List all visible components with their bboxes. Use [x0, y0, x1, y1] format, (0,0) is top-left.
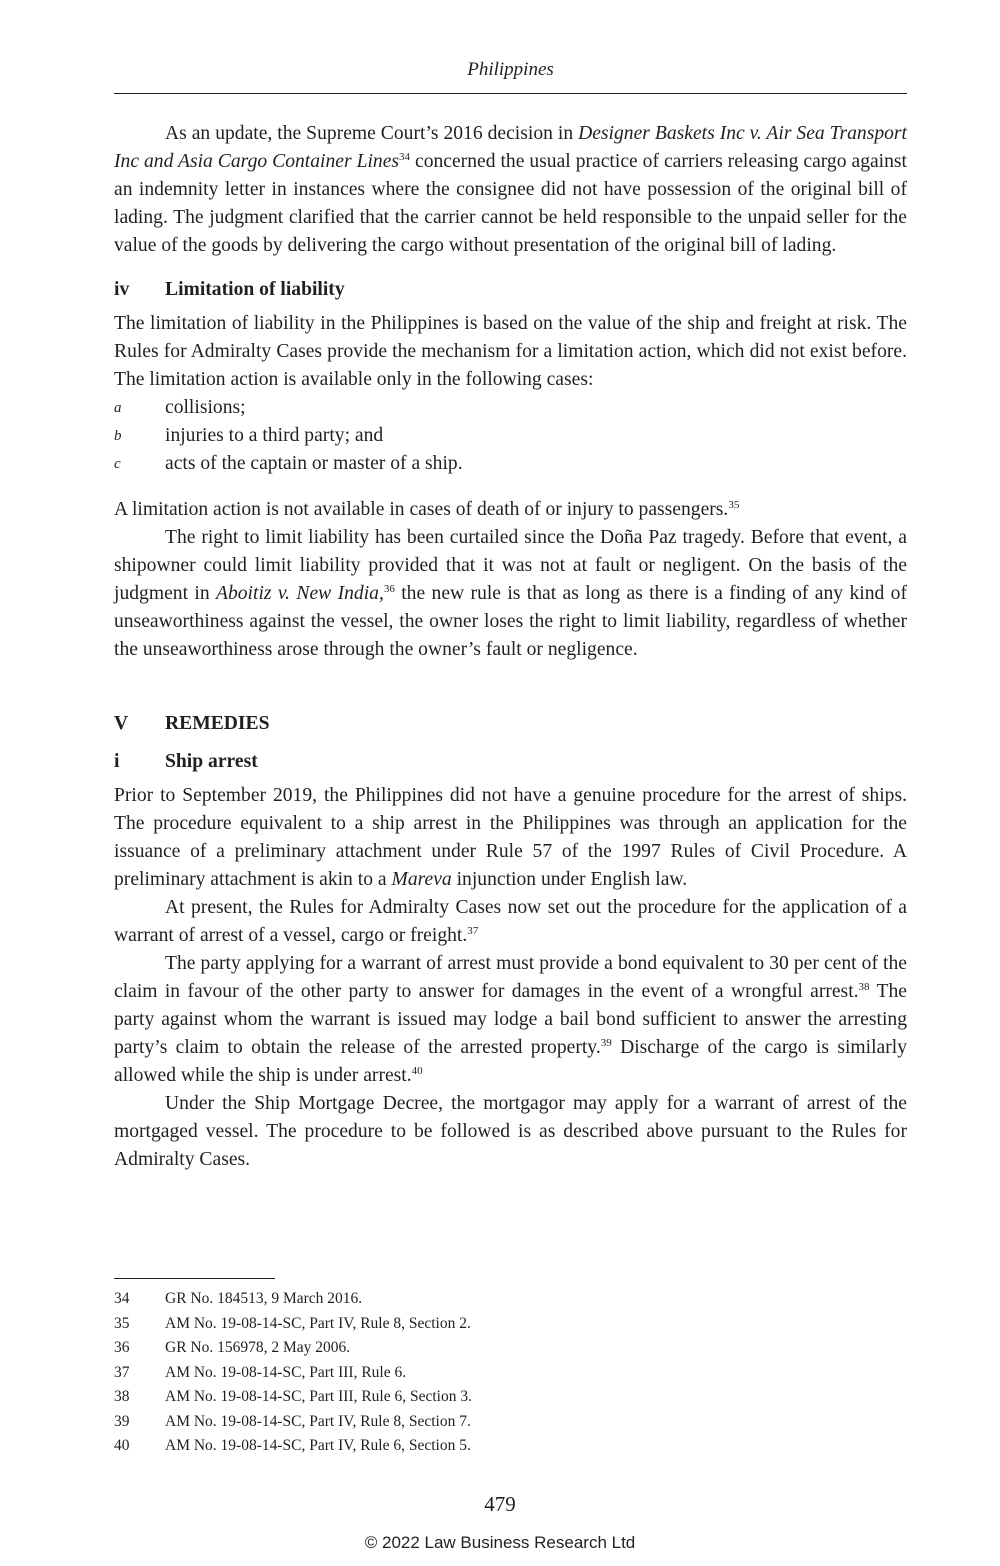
paragraph-bond [114, 950, 907, 1090]
footnote-text: GR No. 156978, 2 May 2006. [165, 1339, 351, 1356]
paragraph-update [114, 120, 907, 260]
footnote-number: 39 [114, 1412, 130, 1430]
footnote-number: 38 [114, 1388, 130, 1405]
text-run: the new rule is that as long as there is a finding of any kind of unseaworthiness against the vessel, the owner loses the right to limit liability, regardless of whether the unseaworthiness arose through the owner’s fault or negligence. [114, 583, 907, 660]
text-run: The party applying for a warrant of arrest must provide a bond equivalent to 30 per cent of the claim in favour of the other party to answer for damages in the event of a wrongful arrest. [114, 953, 907, 1002]
text-run: The right to limit liability has been curtailed since the Doña Paz tragedy. Before that event, a shipowner could limit liability provided that it was not at fault or negligent. On the basis of the judgment in [114, 527, 907, 604]
page-body [114, 120, 907, 1174]
footnote-text: AM No. 19-08-14-SC, Part IV, Rule 8, Section 7. [165, 1412, 471, 1430]
footnote-ref: 40 [411, 1065, 423, 1077]
paragraph-not-available [114, 496, 907, 524]
footnote-ref: 34 [399, 151, 411, 163]
header-rule [114, 93, 907, 94]
footnote-ref: 37 [467, 925, 479, 937]
footnote [114, 1410, 907, 1435]
subsection-number: iv [114, 279, 130, 300]
paragraph-limitation-intro: The limitation of liability in the Philippines is based on the value of the ship and freight at risk. The Rules for Admiralty Cases provide the mechanism for a limitation action, which did not exist before. The limitation action is available only in the following cases: [114, 313, 907, 390]
text-run: Prior to September 2019, the Philippines did not have a genuine procedure for the arrest of ships. The procedure equivalent to a ship arrest in the Philippines was through an application for the issuance of a preliminary attachment under Rule 57 of the 1997 Rules of Civil Procedure. A preliminary attachment is akin to a [114, 785, 907, 890]
section-title: REMEDIES [165, 713, 270, 734]
list-item-text: acts of the captain or master of a ship. [165, 453, 463, 474]
footnote-number: 34 [114, 1290, 130, 1307]
footnote [114, 1336, 907, 1361]
subsection-heading-limitation [114, 276, 907, 304]
italic-term: Mareva [391, 869, 452, 890]
case-name: Designer Baskets Inc v. Air Sea Transport Inc and Asia Cargo Container Lines [114, 123, 907, 172]
case-name: Aboitiz v. New India [216, 583, 379, 604]
footnote [114, 1434, 907, 1459]
footnotes [114, 1287, 907, 1459]
footnote [114, 1312, 907, 1337]
paragraph-prior-procedure [114, 782, 907, 894]
text-run: At present, the Rules for Admiralty Cases now set out the procedure for the application of a warrant of arrest of a vessel, cargo or freight. [114, 897, 907, 946]
text-run: , [378, 583, 384, 604]
footnote-text: AM No. 19-08-14-SC, Part IV, Rule 6, Section 5. [165, 1437, 471, 1454]
subsection-number: i [114, 751, 120, 772]
text-run: The party against whom the warrant is issued may lodge a bail bond sufficient to answer the arresting party’s claim to obtain the release of the arrested property. [114, 981, 907, 1058]
list-item [114, 394, 907, 422]
subsection-title: Limitation of liability [165, 279, 345, 300]
footnote-number: 40 [114, 1437, 130, 1454]
section-heading-remedies [114, 710, 907, 738]
list-marker: c [114, 456, 121, 472]
list-item [114, 422, 907, 450]
footnote-text: GR No. 184513, 9 March 2016. [165, 1290, 363, 1307]
footnote-rule [114, 1278, 275, 1279]
list-item-text: injuries to a third party; and [165, 425, 384, 446]
paragraph-right-to-limit [114, 524, 907, 664]
text-run: As an update, the Supreme Court’s 2016 decision in [165, 123, 579, 144]
text-run: A limitation action is not available in cases of death of or injury to passengers. [114, 499, 729, 520]
running-head: Philippines [467, 59, 554, 80]
footnote [114, 1385, 907, 1410]
text-run: Discharge of the cargo is similarly allowed while the ship is under arrest. [114, 1037, 907, 1086]
paragraph-at-present [114, 894, 907, 950]
page-number: 479 [484, 1492, 516, 1516]
footnote-ref: 38 [858, 981, 870, 993]
subsection-title: Ship arrest [165, 751, 258, 772]
footnote-ref: 35 [728, 499, 740, 511]
footnote-number: 35 [114, 1314, 130, 1332]
footnote-ref: 39 [600, 1037, 612, 1049]
list-marker: a [114, 400, 122, 416]
footnote-number: 37 [114, 1363, 130, 1381]
section-number: V [114, 713, 129, 734]
text-run: concerned the usual practice of carriers releasing cargo against an indemnity letter in instances where the consignee did not have possession of the original bill of lading. The judgment clarified that the carrier cannot be held responsible to the unpaid seller for the value of the goods by delivering the cargo without presentation of the original bill of lading. [114, 151, 907, 256]
spacer [114, 478, 907, 496]
footnote-ref: 36 [383, 583, 395, 595]
footnote-number: 36 [114, 1339, 130, 1356]
subsection-heading-ship-arrest [114, 748, 907, 776]
list-marker: b [114, 428, 122, 444]
copyright-notice: © 2022 Law Business Research Ltd [364, 1533, 636, 1552]
footnote-text: AM No. 19-08-14-SC, Part III, Rule 6. [165, 1363, 407, 1381]
limitation-cases-list [114, 394, 907, 478]
list-item-text: collisions; [165, 397, 246, 418]
footnote [114, 1287, 907, 1312]
text-run: injunction under English law. [451, 869, 688, 890]
footnote-text: AM No. 19-08-14-SC, Part IV, Rule 8, Section 2. [165, 1314, 471, 1332]
paragraph-ship-mortgage: Under the Ship Mortgage Decree, the mortgagor may apply for a warrant of arrest of the mortgaged vessel. The procedure to be followed is as described above pursuant to the Rules for Admiralty Cases. [114, 1093, 907, 1170]
footnote-text: AM No. 19-08-14-SC, Part III, Rule 6, Section 3. [165, 1388, 472, 1405]
footnote [114, 1361, 907, 1386]
list-item [114, 450, 907, 478]
